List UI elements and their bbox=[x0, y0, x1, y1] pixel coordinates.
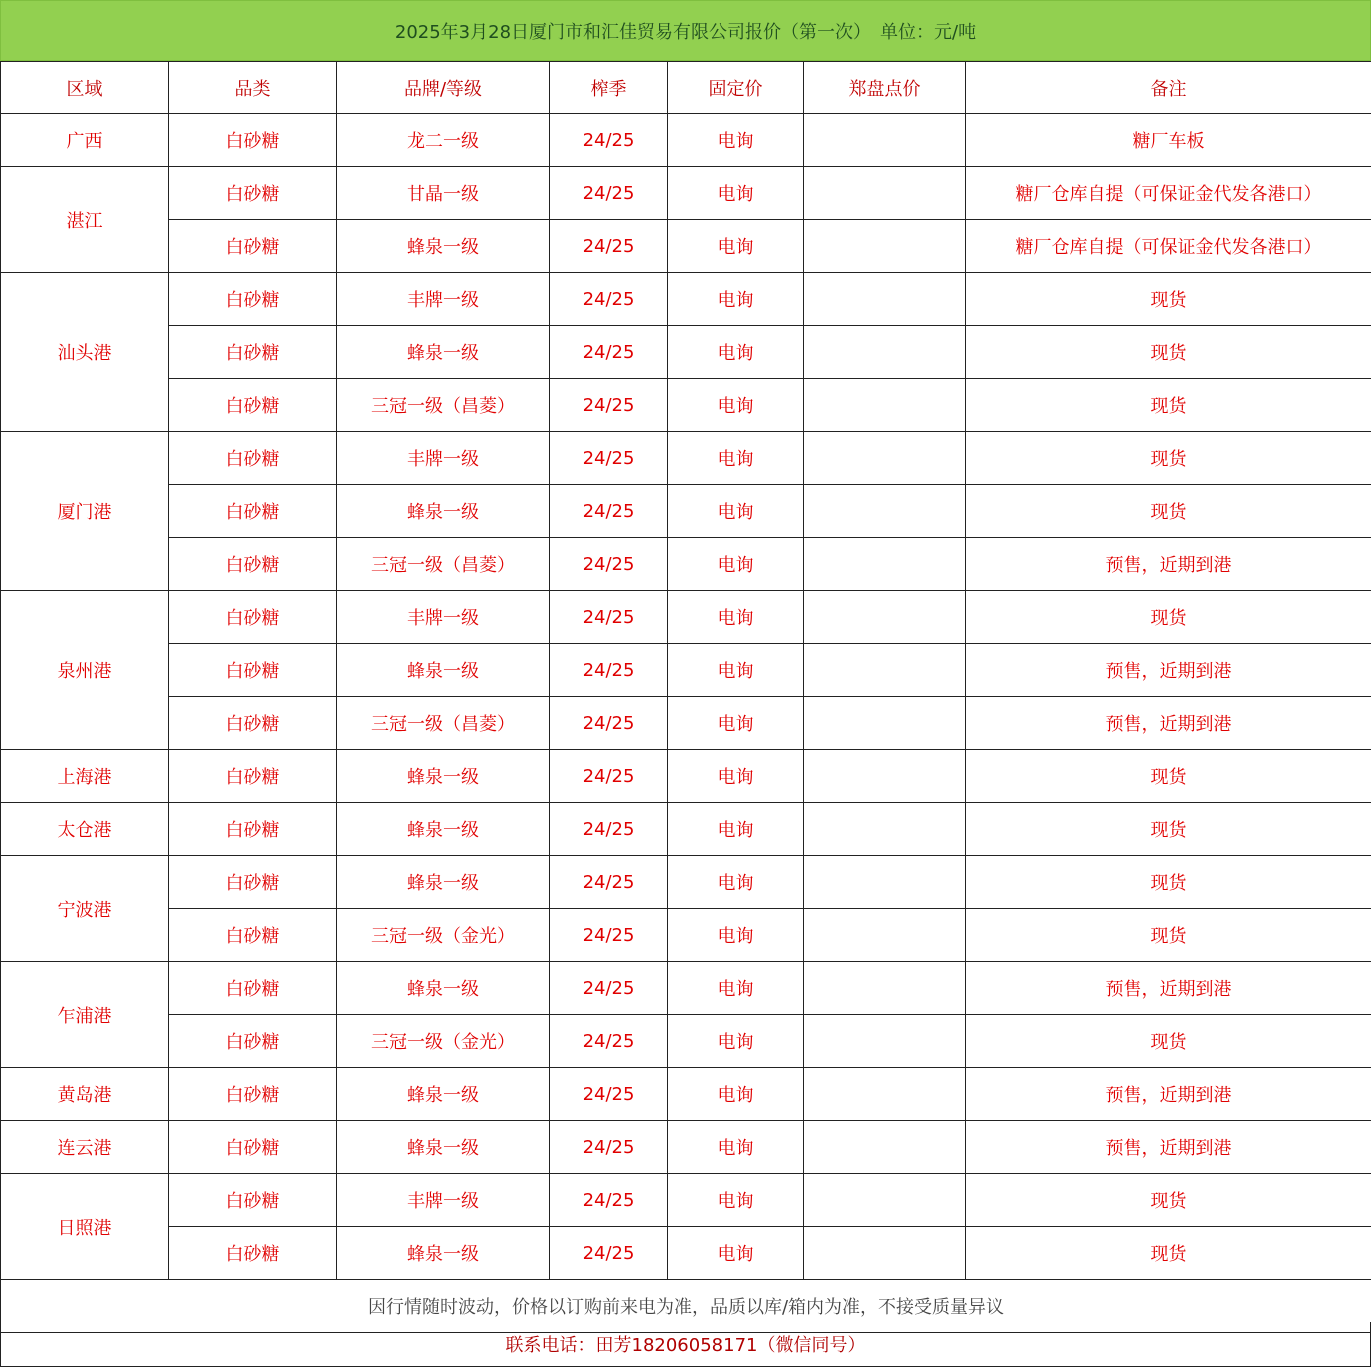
fixed-price-cell: 电询 bbox=[668, 379, 804, 432]
fixed-price-cell: 电询 bbox=[668, 432, 804, 485]
season-cell: 24/25 bbox=[550, 591, 668, 644]
region-cell: 汕头港 bbox=[1, 273, 169, 432]
remark-cell: 现货 bbox=[966, 856, 1371, 909]
fixed-price-cell: 电询 bbox=[668, 1227, 804, 1280]
header-remark: 备注 bbox=[966, 62, 1371, 114]
brand-cell: 三冠一级（昌菱） bbox=[337, 697, 550, 750]
season-cell: 24/25 bbox=[550, 379, 668, 432]
region-cell: 泉州港 bbox=[1, 591, 169, 750]
category-cell: 白砂糖 bbox=[169, 750, 337, 803]
table-row bbox=[1, 538, 1371, 591]
table-row bbox=[1, 326, 1371, 379]
season-cell: 24/25 bbox=[550, 1227, 668, 1280]
zz-price-cell bbox=[804, 379, 966, 432]
zz-price-cell bbox=[804, 1121, 966, 1174]
season-cell: 24/25 bbox=[550, 114, 668, 167]
category-cell: 白砂糖 bbox=[169, 485, 337, 538]
remark-cell: 预售，近期到港 bbox=[966, 697, 1371, 750]
brand-cell: 丰牌一级 bbox=[337, 432, 550, 485]
category-cell: 白砂糖 bbox=[169, 326, 337, 379]
region-cell: 湛江 bbox=[1, 167, 169, 273]
region-cell: 广西 bbox=[1, 114, 169, 167]
category-cell: 白砂糖 bbox=[169, 591, 337, 644]
brand-cell: 三冠一级（昌菱） bbox=[337, 379, 550, 432]
zz-price-cell bbox=[804, 856, 966, 909]
season-cell: 24/25 bbox=[550, 803, 668, 856]
table-row bbox=[1, 1068, 1371, 1121]
category-cell: 白砂糖 bbox=[169, 538, 337, 591]
table-row bbox=[1, 1174, 1371, 1227]
zz-price-cell bbox=[804, 220, 966, 273]
brand-cell: 蜂泉一级 bbox=[337, 1121, 550, 1174]
category-cell: 白砂糖 bbox=[169, 1015, 337, 1068]
table-row bbox=[1, 220, 1371, 273]
table-row bbox=[1, 591, 1371, 644]
fixed-price-cell: 电询 bbox=[668, 644, 804, 697]
zz-price-cell bbox=[804, 1015, 966, 1068]
region-cell: 上海港 bbox=[1, 750, 169, 803]
category-cell: 白砂糖 bbox=[169, 167, 337, 220]
fixed-price-cell: 电询 bbox=[668, 1121, 804, 1174]
table-row bbox=[1, 962, 1371, 1015]
zz-price-cell bbox=[804, 591, 966, 644]
season-cell: 24/25 bbox=[550, 1068, 668, 1121]
region-cell: 宁波港 bbox=[1, 856, 169, 962]
fixed-price-cell: 电询 bbox=[668, 962, 804, 1015]
zz-price-cell bbox=[804, 750, 966, 803]
remark-cell: 预售，近期到港 bbox=[966, 962, 1371, 1015]
category-cell: 白砂糖 bbox=[169, 114, 337, 167]
fixed-price-cell: 电询 bbox=[668, 485, 804, 538]
table-row bbox=[1, 1015, 1371, 1068]
remark-cell: 糖厂车板 bbox=[966, 114, 1371, 167]
zz-price-cell bbox=[804, 538, 966, 591]
remark-cell: 现货 bbox=[966, 909, 1371, 962]
season-cell: 24/25 bbox=[550, 644, 668, 697]
brand-cell: 蜂泉一级 bbox=[337, 644, 550, 697]
brand-cell: 蜂泉一级 bbox=[337, 326, 550, 379]
brand-cell: 龙二一级 bbox=[337, 114, 550, 167]
season-cell: 24/25 bbox=[550, 962, 668, 1015]
fixed-price-cell: 电询 bbox=[668, 538, 804, 591]
table-row bbox=[1, 909, 1371, 962]
category-cell: 白砂糖 bbox=[169, 1068, 337, 1121]
category-cell: 白砂糖 bbox=[169, 220, 337, 273]
season-cell: 24/25 bbox=[550, 167, 668, 220]
header-category: 品类 bbox=[169, 62, 337, 114]
fixed-price-cell: 电询 bbox=[668, 591, 804, 644]
category-cell: 白砂糖 bbox=[169, 1227, 337, 1280]
brand-cell: 蜂泉一级 bbox=[337, 750, 550, 803]
brand-cell: 丰牌一级 bbox=[337, 273, 550, 326]
season-cell: 24/25 bbox=[550, 1015, 668, 1068]
remark-cell: 预售，近期到港 bbox=[966, 1121, 1371, 1174]
brand-cell: 蜂泉一级 bbox=[337, 220, 550, 273]
category-cell: 白砂糖 bbox=[169, 962, 337, 1015]
fixed-price-cell: 电询 bbox=[668, 1068, 804, 1121]
season-cell: 24/25 bbox=[550, 750, 668, 803]
table-row bbox=[1, 856, 1371, 909]
category-cell: 白砂糖 bbox=[169, 1121, 337, 1174]
header-row bbox=[1, 62, 1371, 114]
remark-cell: 现货 bbox=[966, 485, 1371, 538]
table-row bbox=[1, 1227, 1371, 1280]
table-row bbox=[1, 273, 1371, 326]
season-cell: 24/25 bbox=[550, 273, 668, 326]
fixed-price-cell: 电询 bbox=[668, 1174, 804, 1227]
region-cell: 乍浦港 bbox=[1, 962, 169, 1068]
fixed-price-cell: 电询 bbox=[668, 273, 804, 326]
remark-cell: 现货 bbox=[966, 432, 1371, 485]
brand-cell: 蜂泉一级 bbox=[337, 1068, 550, 1121]
zz-price-cell bbox=[804, 485, 966, 538]
header-brand: 品牌/等级 bbox=[337, 62, 550, 114]
remark-cell: 现货 bbox=[966, 273, 1371, 326]
table-row bbox=[1, 167, 1371, 220]
table-row bbox=[1, 1121, 1371, 1174]
table-body bbox=[1, 114, 1371, 1280]
fixed-price-cell: 电询 bbox=[668, 697, 804, 750]
brand-cell: 蜂泉一级 bbox=[337, 803, 550, 856]
remark-cell: 现货 bbox=[966, 379, 1371, 432]
header-region: 区域 bbox=[1, 62, 169, 114]
fixed-price-cell: 电询 bbox=[668, 326, 804, 379]
fixed-price-cell: 电询 bbox=[668, 220, 804, 273]
zz-price-cell bbox=[804, 273, 966, 326]
season-cell: 24/25 bbox=[550, 1121, 668, 1174]
header-fixed-price: 固定价 bbox=[668, 62, 804, 114]
sheet-title: 2025年3月28日厦门市和汇佳贸易有限公司报价（第一次） 单位：元/吨 bbox=[0, 0, 1371, 61]
brand-cell: 蜂泉一级 bbox=[337, 1227, 550, 1280]
fixed-price-cell: 电询 bbox=[668, 114, 804, 167]
table-row bbox=[1, 432, 1371, 485]
remark-cell: 现货 bbox=[966, 1174, 1371, 1227]
remark-cell: 现货 bbox=[966, 750, 1371, 803]
season-cell: 24/25 bbox=[550, 856, 668, 909]
zz-price-cell bbox=[804, 697, 966, 750]
brand-cell: 三冠一级（昌菱） bbox=[337, 538, 550, 591]
fixed-price-cell: 电询 bbox=[668, 750, 804, 803]
table-row bbox=[1, 485, 1371, 538]
header-season: 榨季 bbox=[550, 62, 668, 114]
brand-cell: 三冠一级（金光） bbox=[337, 1015, 550, 1068]
zz-price-cell bbox=[804, 909, 966, 962]
brand-cell: 蜂泉一级 bbox=[337, 485, 550, 538]
season-cell: 24/25 bbox=[550, 697, 668, 750]
price-table bbox=[0, 61, 1371, 1333]
season-cell: 24/25 bbox=[550, 432, 668, 485]
remark-cell: 糖厂仓库自提（可保证金代发各港口） bbox=[966, 220, 1371, 273]
category-cell: 白砂糖 bbox=[169, 909, 337, 962]
footer-note: 因行情随时波动，价格以订购前来电为准，品质以库/箱内为准，不接受质量异议 bbox=[1, 1280, 1371, 1333]
remark-cell: 现货 bbox=[966, 803, 1371, 856]
zz-price-cell bbox=[804, 644, 966, 697]
zz-price-cell bbox=[804, 167, 966, 220]
zz-price-cell bbox=[804, 114, 966, 167]
fixed-price-cell: 电询 bbox=[668, 803, 804, 856]
brand-cell: 三冠一级（金光） bbox=[337, 909, 550, 962]
zz-price-cell bbox=[804, 1068, 966, 1121]
region-cell: 太仓港 bbox=[1, 803, 169, 856]
category-cell: 白砂糖 bbox=[169, 1174, 337, 1227]
brand-cell: 甘晶一级 bbox=[337, 167, 550, 220]
season-cell: 24/25 bbox=[550, 220, 668, 273]
table-row bbox=[1, 750, 1371, 803]
table-row bbox=[1, 697, 1371, 750]
brand-cell: 蜂泉一级 bbox=[337, 856, 550, 909]
category-cell: 白砂糖 bbox=[169, 644, 337, 697]
category-cell: 白砂糖 bbox=[169, 697, 337, 750]
remark-cell: 预售，近期到港 bbox=[966, 644, 1371, 697]
remark-cell: 预售，近期到港 bbox=[966, 538, 1371, 591]
contact-line: 联系电话：田芳18206058171（微信同号） bbox=[0, 1322, 1371, 1367]
remark-cell: 糖厂仓库自提（可保证金代发各港口） bbox=[966, 167, 1371, 220]
category-cell: 白砂糖 bbox=[169, 856, 337, 909]
season-cell: 24/25 bbox=[550, 485, 668, 538]
brand-cell: 丰牌一级 bbox=[337, 1174, 550, 1227]
table-row bbox=[1, 114, 1371, 167]
fixed-price-cell: 电询 bbox=[668, 856, 804, 909]
category-cell: 白砂糖 bbox=[169, 803, 337, 856]
remark-cell: 现货 bbox=[966, 1015, 1371, 1068]
region-cell: 厦门港 bbox=[1, 432, 169, 591]
table-row bbox=[1, 803, 1371, 856]
remark-cell: 现货 bbox=[966, 591, 1371, 644]
region-cell: 黄岛港 bbox=[1, 1068, 169, 1121]
table-row bbox=[1, 644, 1371, 697]
category-cell: 白砂糖 bbox=[169, 273, 337, 326]
zz-price-cell bbox=[804, 803, 966, 856]
region-cell: 连云港 bbox=[1, 1121, 169, 1174]
header-zz-price: 郑盘点价 bbox=[804, 62, 966, 114]
season-cell: 24/25 bbox=[550, 909, 668, 962]
zz-price-cell bbox=[804, 326, 966, 379]
season-cell: 24/25 bbox=[550, 326, 668, 379]
zz-price-cell bbox=[804, 432, 966, 485]
fixed-price-cell: 电询 bbox=[668, 1015, 804, 1068]
fixed-price-cell: 电询 bbox=[668, 167, 804, 220]
season-cell: 24/25 bbox=[550, 1174, 668, 1227]
remark-cell: 预售，近期到港 bbox=[966, 1068, 1371, 1121]
category-cell: 白砂糖 bbox=[169, 432, 337, 485]
category-cell: 白砂糖 bbox=[169, 379, 337, 432]
zz-price-cell bbox=[804, 1174, 966, 1227]
fixed-price-cell: 电询 bbox=[668, 909, 804, 962]
zz-price-cell bbox=[804, 1227, 966, 1280]
region-cell: 日照港 bbox=[1, 1174, 169, 1280]
brand-cell: 蜂泉一级 bbox=[337, 962, 550, 1015]
table-row bbox=[1, 379, 1371, 432]
remark-cell: 现货 bbox=[966, 1227, 1371, 1280]
season-cell: 24/25 bbox=[550, 538, 668, 591]
remark-cell: 现货 bbox=[966, 326, 1371, 379]
brand-cell: 丰牌一级 bbox=[337, 591, 550, 644]
zz-price-cell bbox=[804, 962, 966, 1015]
